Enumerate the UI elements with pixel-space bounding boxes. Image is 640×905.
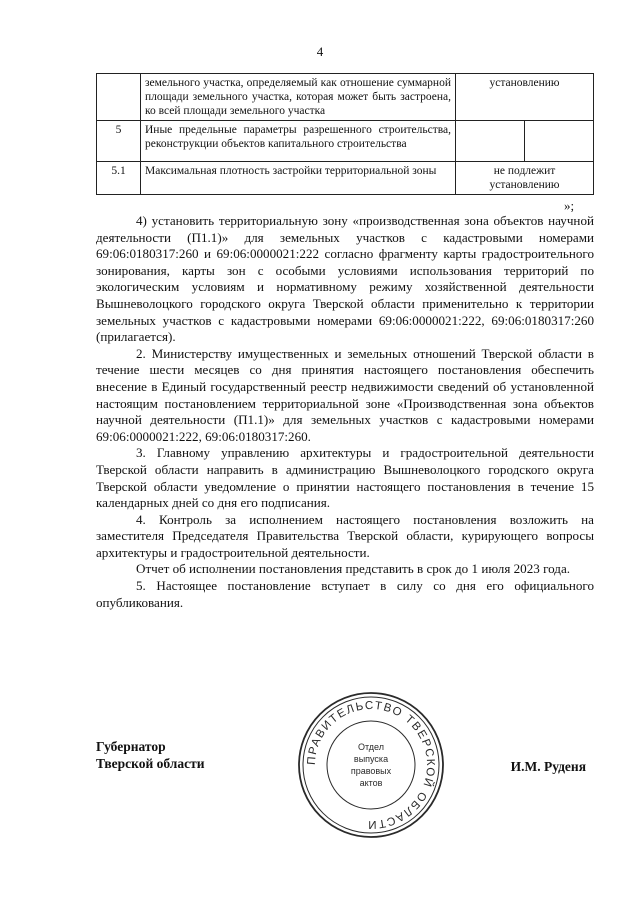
paragraph: 4. Контроль за исполнением настоящего постановления возложить на заместителя Председателя Правительства Тверской области, курирующего вопросы архитектуры и градостроительной деятельности. [96, 511, 594, 560]
signatory-title: Губернатор Тверской области [96, 739, 205, 771]
row-number: 5.1 [97, 162, 141, 195]
table-row [97, 162, 594, 195]
stamp-line: актов [359, 778, 383, 788]
stamp-line: выпуска [353, 754, 389, 764]
paragraph: Отчет об исполнении постановления представить в срок до 1 июля 2023 года. [136, 561, 571, 577]
closing-quote: »; [564, 198, 575, 213]
row-value: установлению [456, 74, 594, 121]
paragraph: 5. Настоящее постановление вступает в силу со дня его официального опубликования. [96, 578, 594, 610]
signatory-name: И.М. Руденя [510, 759, 586, 774]
stamp-ring-text: ПРАВИТЕЛЬСТВО ТВЕРСКОЙ ОБЛАСТИ [305, 699, 437, 831]
row-number [97, 74, 141, 121]
row-number: 5 [97, 121, 141, 162]
table-row [97, 74, 594, 121]
row-value: не подлежит установлению [456, 162, 594, 195]
resolution-text [96, 213, 594, 611]
stamp-line: правовых [350, 766, 392, 776]
paragraph: 2. Министерству имущественных и земельных отношений Тверской области в течение шести месяцев со дня принятия настоящего постановления обеспечить внесение в Единый государственный реестр недвижимости сведений об установленной настоящим постановлением территориальной зоне «Производственная зона объектов научной деятельности (П1.1)» для земельных участков с кадастровыми номерами 69:06:0000021:222, 69:06:0180317:260. [96, 345, 594, 444]
paragraph: 4) установить территориальную зону «производственная зона объектов научной деятельности (П1.1)» для земельных участков с кадастровыми номерами 69:06:0180317:260 и 69:06:0000021:222 согласно фрагменту карты градостроительного зонирования, карты зон с особыми условиями использования территорий по экологическим условиям и нормативному режиму хозяйственной деятельности Вышневолоцкого городского округа Тверской области применительно к территории земельных участков с кадастровыми номерами 69:06:0000021:222, 69:06:0180317:260 (прилагается). [96, 213, 594, 345]
parameters-table [96, 73, 594, 195]
official-stamp [296, 690, 446, 840]
row-description: земельного участка, определяемый как отношение суммарной площади земельного участка, которая может быть застроена, ко всей площади земельного участка [141, 74, 456, 121]
stamp-line: Отдел [357, 742, 385, 752]
row-value-split [456, 121, 594, 162]
svg-text:ПРАВИТЕЛЬСТВО ТВЕРСКОЙ ОБЛАСТИ [306, 700, 436, 830]
page-number: 4 [316, 44, 324, 59]
row-description: Иные предельные параметры разрешенного строительства, реконструкции объектов капитального строительства [141, 121, 456, 162]
paragraph: 3. Главному управлению архитектуры и градостроительной деятельности Тверской области направить в администрацию Вышневолоцкого городского округа Тверской области уведомление о принятии настоящего постановления в течение 15 календарных дней со дня его подписания. [96, 445, 594, 511]
table-row [97, 121, 594, 162]
row-description: Максимальная плотность застройки территориальной зоны [141, 162, 456, 195]
